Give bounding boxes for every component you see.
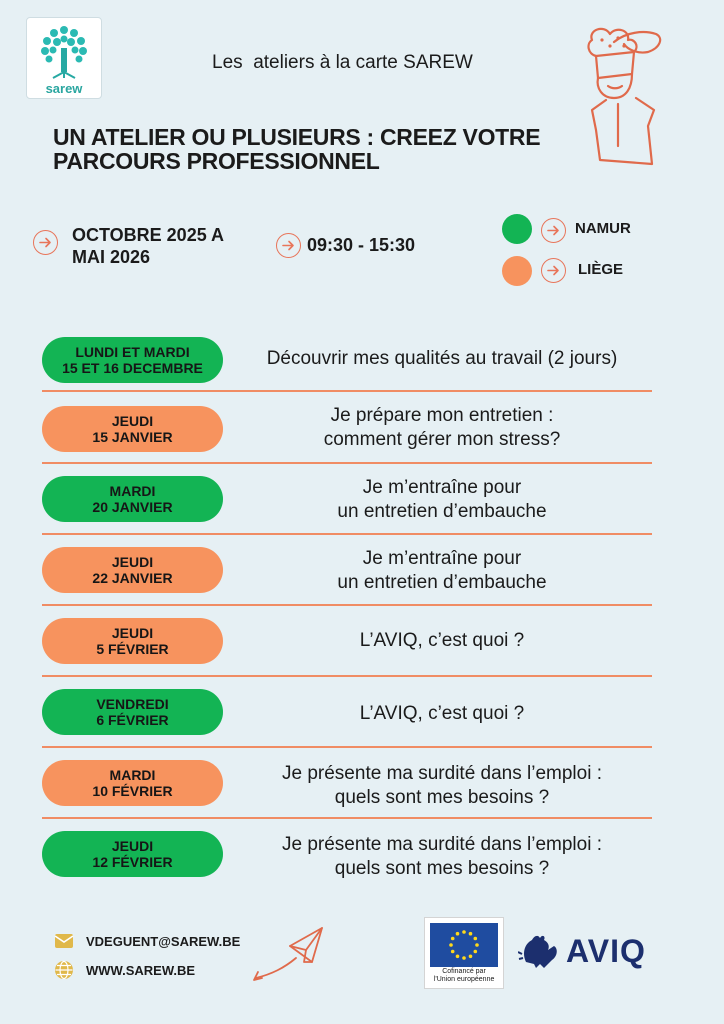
row-divider (42, 533, 652, 535)
eu-funding-logo (424, 917, 504, 989)
session-date-badge (42, 337, 223, 383)
tree-icon (35, 22, 93, 80)
session-topic: L’AVIQ, c’est quoi ? (359, 703, 525, 724)
session-day: JEUDI (111, 413, 154, 429)
row-divider (42, 462, 652, 464)
row-divider (42, 604, 652, 606)
session-date: 20 JANVIER (92, 499, 173, 515)
aviq-logo-text: AVIQ (566, 933, 646, 969)
session-row (42, 689, 652, 759)
session-row (42, 547, 652, 617)
session-day: JEUDI (111, 625, 154, 641)
session-topic: Je m’entraîne pour un entretien d’embauche (337, 477, 547, 522)
session-day: LUNDI ET MARDI (75, 344, 190, 360)
legend-namur-label: NAMUR (575, 220, 631, 237)
session-day: MARDI (109, 767, 156, 783)
website-link[interactable]: WWW.SAREW.BE (86, 963, 196, 978)
session-date: 22 JANVIER (92, 570, 173, 586)
hours-text: 09:30 - 15:30 (307, 235, 416, 255)
eu-caption: Cofinancé par l’Union européenne (433, 968, 495, 983)
page-title: UN ATELIER OU PLUSIEURS : CREEZ VOTRE PARCOURS PROFESSIONNEL (53, 124, 541, 174)
chef-illustration (578, 26, 668, 166)
paper-plane-icon (250, 922, 330, 984)
row-divider (42, 746, 652, 748)
session-date: 10 FÉVRIER (92, 783, 173, 799)
envelope-icon (54, 931, 74, 951)
sarew-logo (26, 17, 102, 99)
session-date: 15 ET 16 DECEMBRE (62, 360, 203, 376)
row-divider (42, 817, 652, 819)
session-date: 5 FÉVRIER (96, 641, 169, 657)
globe-icon (54, 960, 74, 980)
session-topic: L’AVIQ, c’est quoi ? (359, 630, 525, 651)
arrow-right-circle-icon (541, 258, 566, 283)
session-topic: Je m’entraîne pour un entretien d’embauche (337, 548, 547, 593)
session-row (42, 476, 652, 546)
session-topic: Je prépare mon entretien : comment gérer mon stress? (323, 405, 561, 450)
email-link[interactable]: VDEGUENT@SAREW.BE (86, 934, 241, 949)
session-date: 15 JANVIER (92, 429, 173, 445)
session-topic: Je présente ma surdité dans l’emploi : quels sont mes besoins ? (282, 834, 602, 879)
session-row (42, 336, 652, 406)
session-day: JEUDI (111, 838, 154, 854)
session-date-badge (42, 831, 223, 877)
arrow-right-circle-icon (276, 233, 301, 258)
session-day: VENDREDI (96, 696, 169, 712)
session-day: JEUDI (111, 554, 154, 570)
session-topic: Découvrir mes qualités au travail (2 jours) (266, 348, 618, 369)
session-row (42, 406, 652, 476)
row-divider (42, 390, 652, 392)
period-text: OCTOBRE 2025 A MAI 2026 (72, 225, 224, 267)
legend-liege-label: LIÈGE (578, 261, 624, 278)
session-date-badge (42, 618, 223, 664)
session-day: MARDI (109, 483, 156, 499)
session-date-badge (42, 689, 223, 735)
namur-color-dot (502, 214, 532, 244)
session-date: 6 FÉVRIER (96, 712, 169, 728)
session-row (42, 760, 652, 830)
row-divider (42, 675, 652, 677)
page-subtitle: Les ateliers à la carte SAREW (212, 52, 473, 73)
arrow-right-circle-icon (33, 230, 58, 255)
session-date-badge (42, 406, 223, 452)
session-date-badge (42, 476, 223, 522)
session-row (42, 831, 652, 901)
liege-color-dot (502, 256, 532, 286)
session-row (42, 618, 652, 688)
logo-text: sarew (45, 81, 83, 96)
session-date: 12 FÉVRIER (92, 854, 173, 870)
arrow-right-circle-icon (541, 218, 566, 243)
session-date-badge (42, 760, 223, 806)
eu-flag-icon (430, 923, 498, 967)
session-topic: Je présente ma surdité dans l’emploi : quels sont mes besoins ? (282, 763, 602, 808)
rooster-icon (518, 932, 560, 970)
session-date-badge (42, 547, 223, 593)
